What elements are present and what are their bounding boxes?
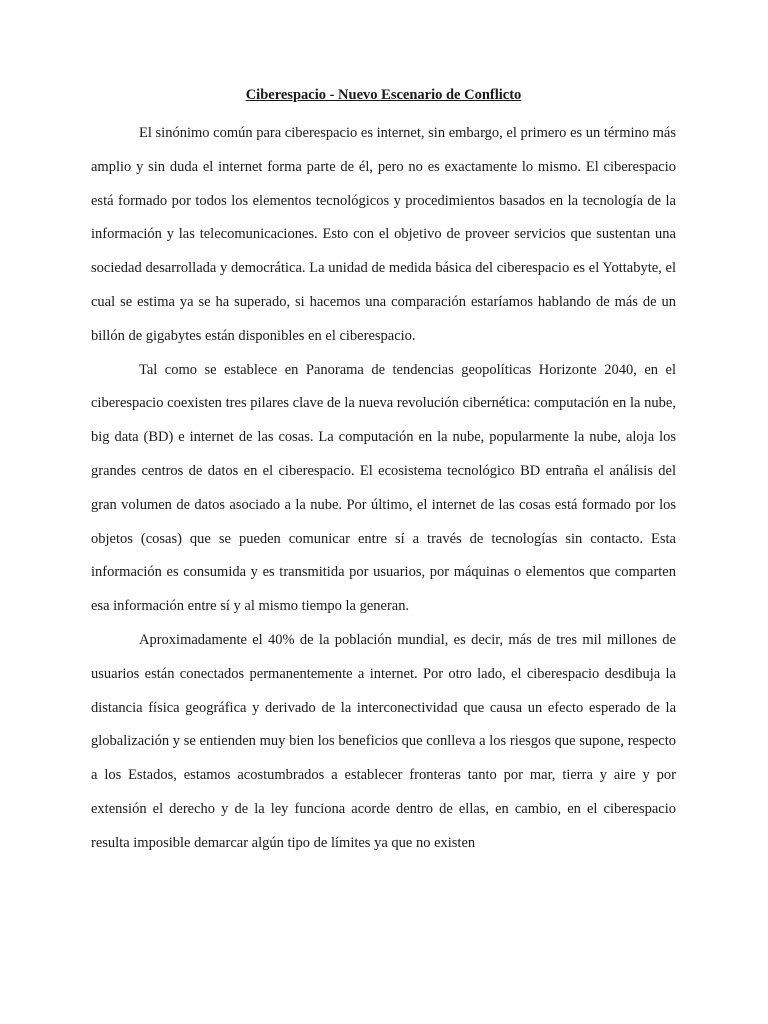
paragraph-3: Aproximadamente el 40% de la población mundial, es decir, más de tres mil millones de usuarios están conectados permanentemente a internet. Por otro lado, el ciberespacio desdibuja la distancia física geográfica y derivado de la interconectividad que causa un efecto esperado de la globalización y se entienden muy bien los beneficios que conlleva a los riesgos que supone, respecto a los Estados, estamos acostumbrados a establecer fronteras tanto por mar, tierra y aire y por extensión el derecho y de la ley funciona acorde dentro de ellas, en cambio, en el ciberespacio resulta imposible demarcar algún tipo de límites ya que no existen <box>91 631 676 851</box>
paragraph-2: Tal como se establece en Panorama de tendencias geopolíticas Horizonte 2040, en el ciberespacio coexisten tres pilares clave de la nueva revolución cibernética: computación en la nube, big data (BD) e internet de las cosas. La computación en la nube, popularmente la nube, aloja los grandes centros de datos en el ciberespacio. El ecosistema tecnológico BD entraña el análisis del gran volumen de datos asociado a la nube. Por último, el internet de las cosas está formado por los objetos (cosas) que se pueden comunicar entre sí a través de tecnologías sin contacto. Esta información es consumida y es transmitida por usuarios, por máquinas o elementos que comparten esa información entre sí y al mismo tiempo la generan. <box>91 361 676 615</box>
paragraph-1: El sinónimo común para ciberespacio es internet, sin embargo, el primero es un término más amplio y sin duda el internet forma parte de él, pero no es exactamente lo mismo. El ciberespacio está formado por todos los elementos tecnológicos y procedimientos basados en la tecnología de la información y las telecomunicaciones. Esto con el objetivo de proveer servicios que sustentan una sociedad desarrollada y democrática. La unidad de medida básica del ciberespacio es el Yottabyte, el cual se estima ya se ha superado, si hacemos una comparación estaríamos hablando de más de un billón de gigabytes están disponibles en el ciberespacio. <box>91 125 676 344</box>
document-page <box>91 84 676 861</box>
document-title: Ciberespacio - Nuevo Escenario de Conflicto <box>245 87 522 103</box>
